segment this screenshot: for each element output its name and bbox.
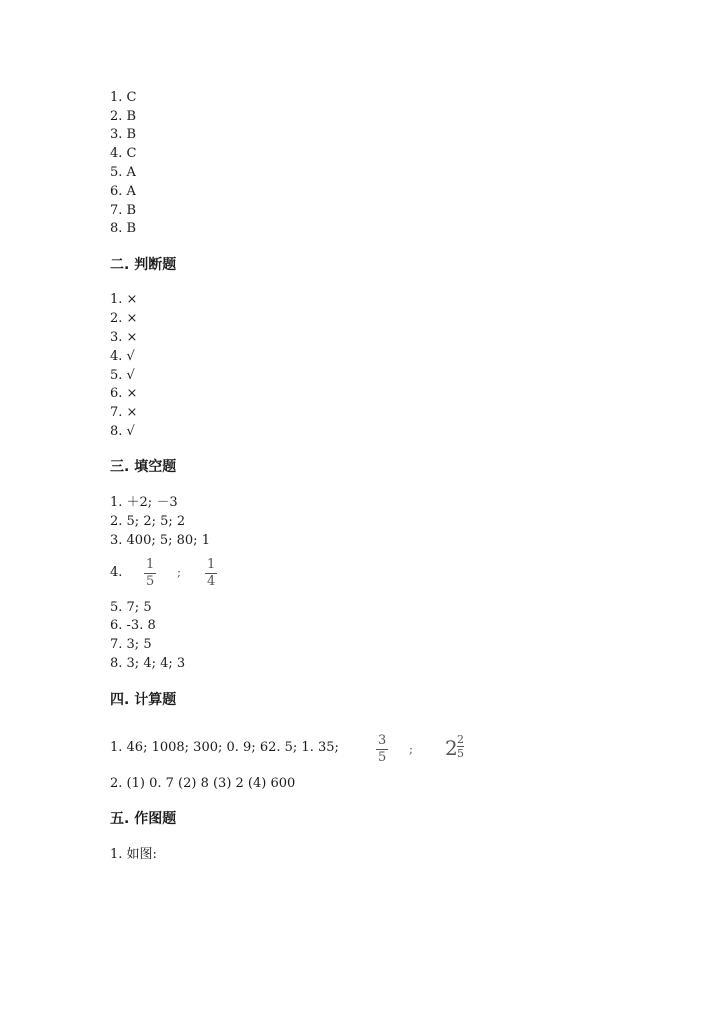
choice-answer-3: 3. B	[110, 127, 137, 142]
choice-answer-5: 5. A	[110, 165, 136, 180]
fraction-denominator: 4	[207, 574, 216, 589]
section-heading-drawing: 五. 作图题	[110, 811, 177, 827]
fraction-numerator: 2	[457, 733, 464, 746]
judgment-answer-5: 5. √	[110, 368, 135, 383]
judgment-answer-8: 8. √	[110, 424, 135, 439]
mixed-number-whole: 2	[445, 736, 458, 760]
fraction-separator: ;	[177, 565, 182, 579]
fraction-denominator: 5	[146, 574, 155, 589]
fraction-one-fourth	[205, 558, 217, 589]
judgment-answer-3: 3. ×	[110, 330, 138, 345]
fill-answer-3: 3. 400; 5; 80; 1	[110, 533, 210, 548]
fraction-numerator: 1	[207, 557, 216, 572]
choice-answer-2: 2. B	[110, 109, 137, 124]
fill-answer-4-prefix: 4.	[110, 565, 123, 580]
fill-answer-8: 8. 3; 4; 4; 3	[110, 656, 186, 671]
fraction-denominator: 5	[457, 747, 464, 760]
judgment-answer-7: 7. ×	[110, 405, 138, 420]
fraction-one-fifth	[144, 558, 156, 589]
judgment-answer-4: 4. √	[110, 349, 135, 364]
section-heading-judgment: 二. 判断题	[110, 257, 177, 273]
section-heading-fill-blank: 三. 填空题	[110, 459, 177, 475]
judgment-answer-1: 1. ×	[110, 292, 138, 307]
fill-answer-2: 2. 5; 2; 5; 2	[110, 514, 186, 529]
fill-answer-7: 7. 3; 5	[110, 637, 152, 652]
mixed-number-fraction	[457, 734, 464, 759]
calc-separator: ;	[409, 742, 414, 756]
fraction-denominator: 5	[378, 750, 387, 765]
fraction-numerator: 3	[378, 733, 387, 748]
choice-answer-6: 6. A	[110, 184, 136, 199]
drawing-answer-1: 1. 如图:	[110, 847, 157, 862]
section-heading-calculation: 四. 计算题	[110, 692, 177, 708]
fill-answer-5: 5. 7; 5	[110, 600, 152, 615]
choice-answer-4: 4. C	[110, 146, 137, 161]
fraction-numerator: 1	[146, 557, 155, 572]
fill-answer-6: 6. -3. 8	[110, 618, 156, 633]
fill-answer-1: 1. ＋2; －3	[110, 495, 178, 510]
calc-answer-1-text: 1. 46; 1008; 300; 0. 9; 62. 5; 1. 35;	[110, 740, 339, 755]
judgment-answer-6: 6. ×	[110, 386, 138, 401]
choice-answer-8: 8. B	[110, 221, 137, 236]
choice-answer-7: 7. B	[110, 203, 137, 218]
choice-answer-1: 1. C	[110, 90, 137, 105]
judgment-answer-2: 2. ×	[110, 311, 138, 326]
calc-answer-2: 2. (1) 0. 7 (2) 8 (3) 2 (4) 600	[110, 776, 296, 791]
fraction-three-fifths	[376, 734, 388, 765]
